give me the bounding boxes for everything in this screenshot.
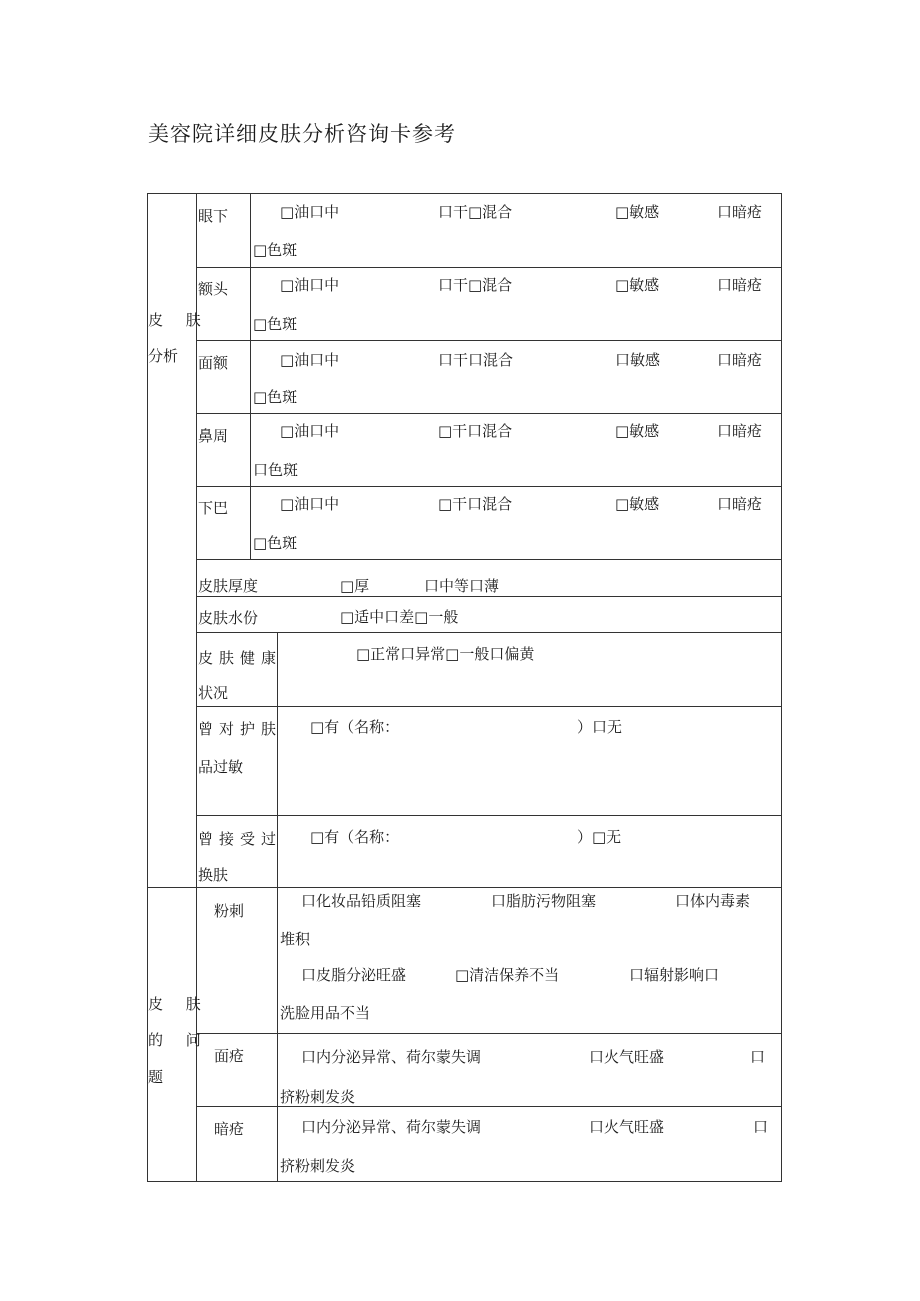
option-sensitive[interactable]: □敏感: [615, 422, 660, 440]
option-dry-combination[interactable]: 口干□混合: [438, 203, 513, 221]
option-squeeze[interactable]: 口: [753, 1118, 769, 1136]
zone-name: 鼻周: [198, 427, 229, 445]
option-sensitive[interactable]: 口敏感: [615, 351, 661, 369]
peel-yes-option[interactable]: □有（名称：: [310, 828, 400, 846]
option-radiation[interactable]: 口辐射影响口: [629, 966, 720, 984]
option-acne[interactable]: 口暗疮: [717, 351, 763, 369]
row-line: [196, 1033, 782, 1034]
zone-name: 下巴: [198, 499, 229, 517]
table-top-border: [147, 193, 782, 194]
row-line: [196, 267, 782, 268]
row-line: [196, 413, 782, 414]
option-pigment[interactable]: □色斑: [253, 534, 298, 552]
option-continuation: 堆积: [280, 930, 311, 948]
problem-name: 面疮: [214, 1047, 245, 1065]
option-continuation: 挤粉刺发炎: [280, 1157, 356, 1175]
peel-label-2: 换肤: [198, 866, 229, 884]
problem-name: 粉刺: [214, 902, 245, 920]
health-options[interactable]: □正常口异常□一般口偏黄: [356, 645, 535, 663]
row-line: [196, 815, 782, 816]
allergy-label: 曾对护肤: [198, 720, 283, 738]
option-fat-dirt-blockage[interactable]: 口脂肪污物阻塞: [491, 892, 597, 910]
option-acne[interactable]: 口暗疮: [717, 276, 763, 294]
option-sensitive[interactable]: □敏感: [615, 495, 660, 513]
section-label-skin-problems: 皮 肤: [148, 995, 210, 1013]
allergy-label-2: 品过敏: [198, 758, 244, 776]
thickness-label: 皮肤厚度: [198, 577, 259, 595]
zone-name: 面额: [198, 354, 229, 372]
option-toxins[interactable]: 口体内毒素: [675, 892, 751, 910]
peel-no-option[interactable]: ）□无: [577, 828, 622, 846]
option-continuation: 挤粉刺发炎: [280, 1088, 356, 1106]
option-dry-combination[interactable]: 口干口混合: [438, 351, 514, 369]
option-oily-neutral[interactable]: □油口中: [280, 276, 340, 294]
section-label-skin-analysis: 皮 肤: [148, 311, 210, 329]
option-thick[interactable]: □厚: [340, 577, 370, 595]
option-sensitive[interactable]: □敏感: [615, 203, 660, 221]
row-line: [196, 559, 782, 560]
col-divider-zone: [250, 193, 251, 559]
section-label-skin-problems-2: 的 问: [148, 1031, 210, 1049]
row-line: [196, 340, 782, 341]
option-pigment[interactable]: □色斑: [253, 315, 298, 333]
option-sensitive[interactable]: □敏感: [615, 276, 660, 294]
option-pigment[interactable]: 口色斑: [253, 461, 299, 479]
row-line: [196, 632, 782, 633]
option-squeeze[interactable]: 口: [750, 1048, 766, 1066]
option-pigment[interactable]: □色斑: [253, 388, 298, 406]
option-oily-neutral[interactable]: □油口中: [280, 422, 340, 440]
page-title: 美容院详细皮肤分析咨询卡参考: [148, 122, 456, 146]
option-acne[interactable]: 口暗疮: [717, 203, 763, 221]
option-acne[interactable]: 口暗疮: [717, 495, 763, 513]
moisture-label: 皮肤水份: [198, 609, 259, 627]
health-label: 皮肤健康: [198, 649, 283, 667]
option-internal-heat[interactable]: 口火气旺盛: [589, 1118, 665, 1136]
option-oily-neutral[interactable]: □油口中: [280, 203, 340, 221]
section-divider: [147, 887, 782, 888]
option-dry-combination[interactable]: 口干□混合: [438, 276, 513, 294]
option-hormonal[interactable]: 口内分泌异常、荷尔蒙失调: [301, 1118, 482, 1136]
row-line: [196, 486, 782, 487]
section-label-skin-analysis-2: 分析: [148, 347, 179, 365]
option-dry-combination[interactable]: □干口混合: [438, 495, 513, 513]
option-improper-cleansing[interactable]: □清洁保养不当: [455, 966, 560, 984]
zone-name: 额头: [198, 280, 229, 298]
section-label-skin-problems-3: 题: [148, 1068, 164, 1086]
table-bottom-border: [147, 1181, 782, 1182]
option-pigment[interactable]: □色斑: [253, 241, 298, 259]
allergy-yes-option[interactable]: □有（名称：: [310, 718, 400, 736]
option-oily-neutral[interactable]: □油口中: [280, 495, 340, 513]
option-cosmetic-blockage[interactable]: 口化妆品铅质阻塞: [301, 892, 422, 910]
option-sebum[interactable]: 口皮脂分泌旺盛: [301, 966, 407, 984]
row-line: [196, 596, 782, 597]
col-divider-2: [277, 632, 278, 1182]
zone-name: 眼下: [198, 207, 229, 225]
allergy-no-option[interactable]: ）口无: [577, 718, 623, 736]
option-face-wash: 洗脸用品不当: [280, 1004, 371, 1022]
peel-label: 曾接受过: [198, 830, 283, 848]
option-medium-thin[interactable]: 口中等口薄: [424, 577, 500, 595]
row-line: [196, 706, 782, 707]
option-dry-combination[interactable]: □干口混合: [438, 422, 513, 440]
option-acne[interactable]: 口暗疮: [717, 422, 763, 440]
option-internal-heat[interactable]: 口火气旺盛: [589, 1048, 665, 1066]
option-hormonal[interactable]: 口内分泌异常、荷尔蒙失调: [301, 1048, 482, 1066]
option-oily-neutral[interactable]: □油口中: [280, 351, 340, 369]
problem-name: 暗疮: [214, 1120, 245, 1138]
health-label-2: 状况: [198, 684, 229, 702]
moisture-options[interactable]: □适中口差□一般: [340, 608, 459, 626]
